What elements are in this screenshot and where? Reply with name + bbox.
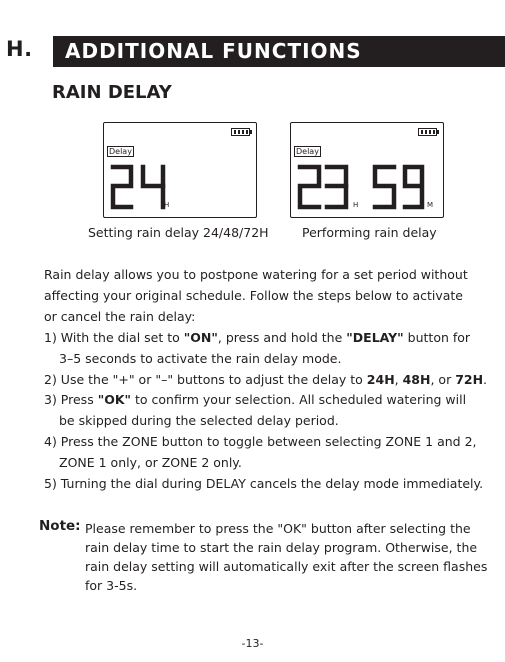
step-3: 3) Press "OK" to confirm your selection. All scheduled watering will <box>44 392 467 408</box>
battery-icon <box>418 128 437 136</box>
step-5: 5) Turning the dial during DELAY cancels the delay mode immediately. <box>44 476 484 492</box>
delay-tag: Delay <box>109 147 132 156</box>
intro-line: Rain delay allows you to postpone watering for a set period without <box>44 267 468 282</box>
note-line: for 3-5s. <box>85 578 138 593</box>
step-2: 2) Use the "+" or "–" buttons to adjust the delay to 24H, 48H, or 72H. <box>44 371 488 387</box>
note-line: rain delay time to start the rain delay program. Otherwise, the <box>85 540 478 555</box>
lcd-display-setting <box>103 122 257 218</box>
unit-minutes: M <box>427 201 434 209</box>
step-3-continued: be skipped during the selected delay period. <box>59 413 339 429</box>
lcd-display-performing <box>290 122 444 218</box>
step-4: 4) Press the ZONE button to toggle between selecting ZONE 1 and 2, <box>44 434 477 450</box>
unit-hours: H <box>164 201 170 209</box>
page-number: -13- <box>241 637 264 650</box>
segment-digits-2359 <box>297 164 433 212</box>
unit-hours: H <box>353 201 359 209</box>
section-letter: H. <box>6 37 33 61</box>
segment-digits-24 <box>110 164 170 212</box>
battery-icon <box>231 128 250 136</box>
subtitle: RAIN DELAY <box>52 82 172 103</box>
section-header-bar <box>53 36 505 67</box>
step-1: 1) With the dial set to "ON", press and hold the "DELAY" button for <box>44 329 471 345</box>
step-4-continued: ZONE 1 only, or ZONE 2 only. <box>59 455 242 471</box>
intro-line: or cancel the rain delay: <box>44 308 196 324</box>
caption-performing: Performing rain delay <box>302 225 437 240</box>
note-label: Note: <box>39 518 81 534</box>
caption-setting: Setting rain delay 24/48/72H <box>88 225 269 240</box>
note-text <box>85 519 487 595</box>
step-1-continued: 3–5 seconds to activate the rain delay mode. <box>59 350 342 366</box>
note-line: rain delay setting will automatically exit after the screen flashes <box>85 559 488 574</box>
instructions <box>44 265 488 495</box>
delay-tag: Delay <box>296 147 319 156</box>
section-title: ADDITIONAL FUNCTIONS <box>65 39 362 63</box>
note-line: Please remember to press the "OK" button after selecting the <box>85 521 471 536</box>
intro-line: affecting your original schedule. Follow the steps below to activate <box>44 287 463 303</box>
